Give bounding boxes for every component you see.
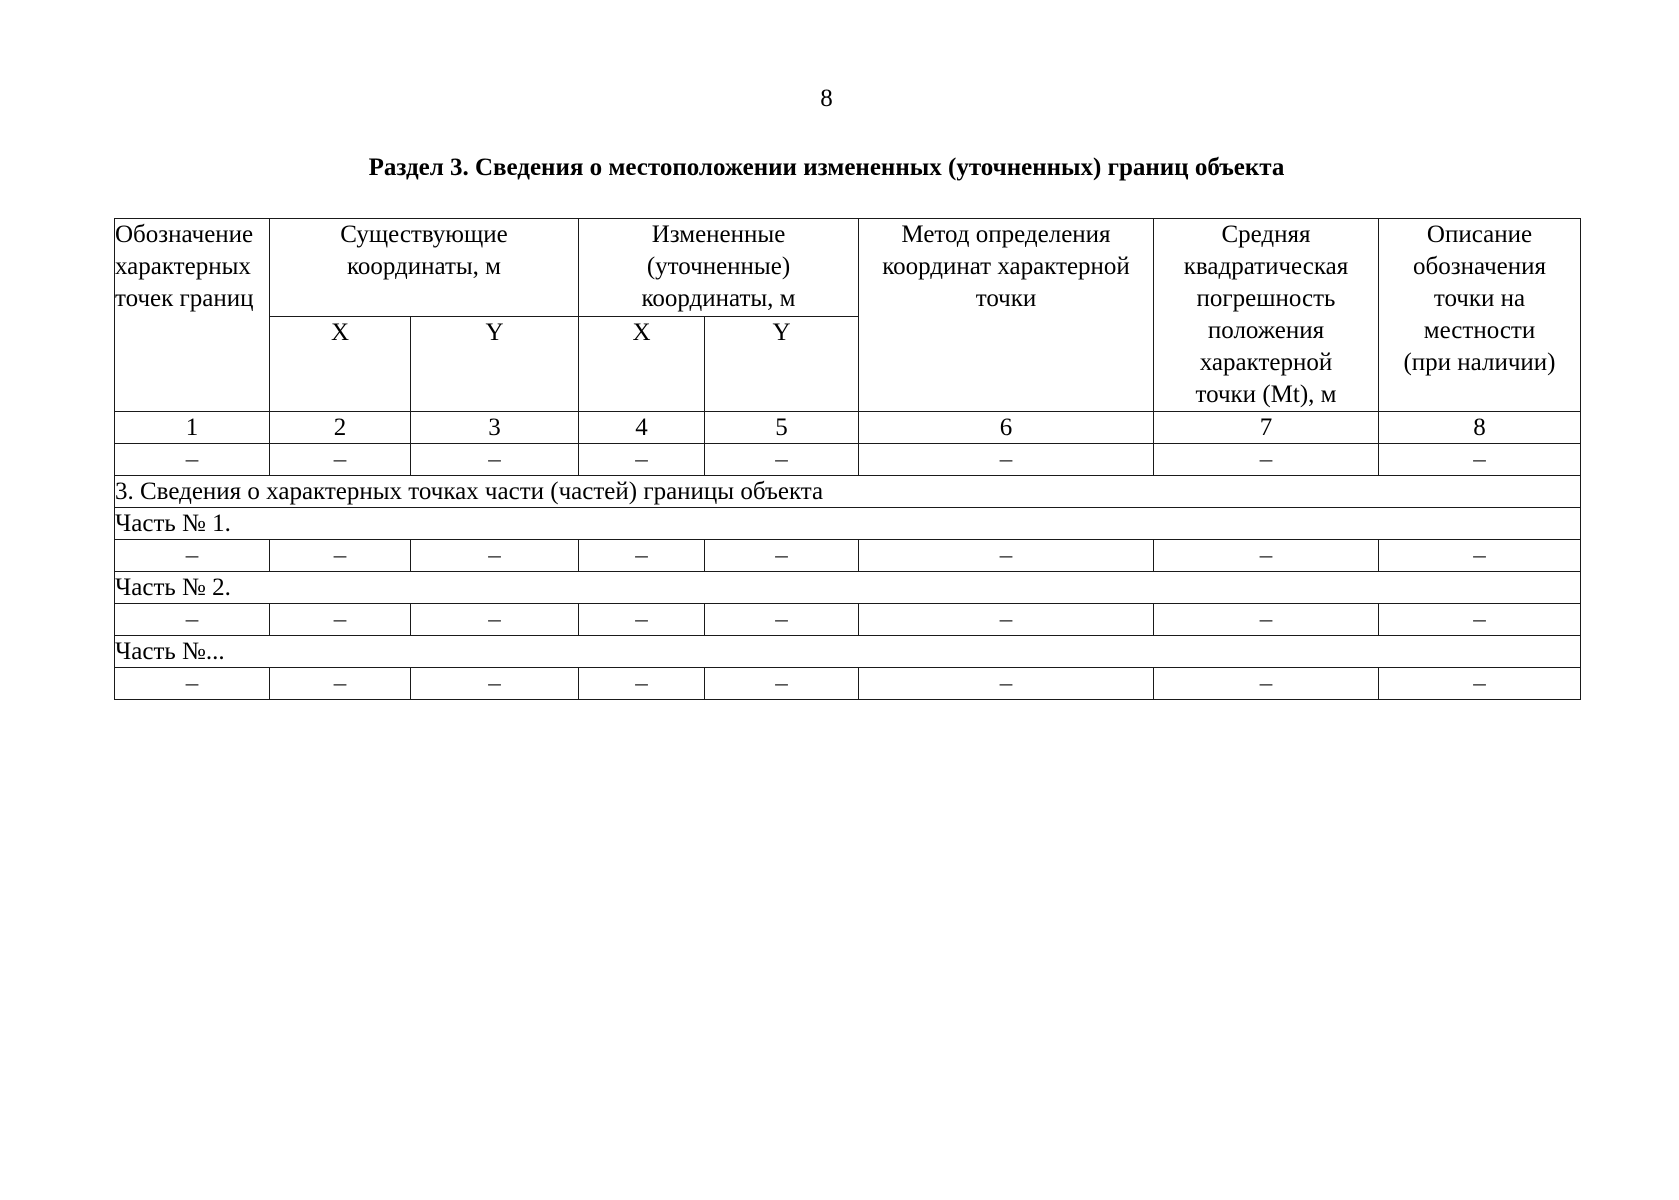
empty-cell: – — [411, 540, 579, 572]
header-line: характерных — [115, 253, 251, 280]
header-existing-y: Y — [411, 316, 579, 412]
header-line: Метод определения — [901, 221, 1111, 248]
empty-cell: – — [705, 668, 859, 700]
table-row — [115, 444, 1581, 476]
empty-cell: – — [115, 604, 270, 636]
header-line: погрешность — [1196, 285, 1336, 312]
empty-cell: – — [115, 668, 270, 700]
section-heading-row — [115, 476, 1581, 508]
column-number-row — [115, 412, 1581, 444]
empty-cell: – — [705, 444, 859, 476]
section-heading: 3. Сведения о характерных точках части (частей) границы объекта — [115, 476, 1581, 508]
header-line: квадратическая — [1183, 253, 1349, 280]
empty-cell: – — [579, 540, 705, 572]
page-number: 8 — [820, 85, 833, 112]
header-changed-x: X — [579, 316, 705, 412]
header-mean-square-error — [1154, 219, 1379, 412]
empty-cell: – — [411, 668, 579, 700]
header-existing-x: X — [270, 316, 411, 412]
column-number: 1 — [115, 412, 270, 444]
header-line: Обозначение — [115, 221, 254, 248]
column-number: 6 — [859, 412, 1154, 444]
column-number: 7 — [1154, 412, 1379, 444]
empty-cell: – — [1379, 604, 1581, 636]
empty-cell: – — [1379, 668, 1581, 700]
empty-cell: – — [1379, 540, 1581, 572]
part-heading: Часть № 2. — [115, 572, 1581, 604]
column-number: 4 — [579, 412, 705, 444]
header-line: Описание — [1426, 221, 1533, 248]
header-line: точек границ — [115, 285, 254, 312]
table-row — [115, 668, 1581, 700]
table-row — [115, 604, 1581, 636]
header-changed-coordinates — [579, 219, 859, 317]
header-line: положения — [1207, 317, 1325, 344]
empty-cell: – — [115, 540, 270, 572]
empty-cell: – — [1154, 540, 1379, 572]
empty-cell: – — [579, 444, 705, 476]
header-point-designation — [115, 219, 270, 412]
empty-cell: – — [270, 444, 411, 476]
empty-cell: – — [1154, 604, 1379, 636]
header-line: Измененные — [651, 221, 786, 248]
table-row — [115, 540, 1581, 572]
part-heading-row — [115, 636, 1581, 668]
empty-cell: – — [705, 604, 859, 636]
empty-cell: – — [115, 444, 270, 476]
empty-cell: – — [579, 668, 705, 700]
empty-cell: – — [411, 604, 579, 636]
empty-cell: – — [1154, 444, 1379, 476]
header-line: (уточненные) — [646, 253, 791, 280]
part-heading: Часть №... — [115, 636, 1581, 668]
header-line: Средняя — [1221, 221, 1311, 248]
header-line: характерной — [1199, 349, 1333, 376]
header-existing-coordinates — [270, 219, 579, 317]
empty-cell: – — [859, 604, 1154, 636]
empty-cell: – — [859, 668, 1154, 700]
empty-cell: – — [859, 540, 1154, 572]
header-line: обозначения — [1413, 253, 1546, 280]
header-line: Существующие — [340, 221, 508, 248]
header-line: местности — [1423, 317, 1536, 344]
header-line: точки — [975, 285, 1037, 312]
part-heading-row — [115, 572, 1581, 604]
empty-cell: – — [270, 604, 411, 636]
column-number: 2 — [270, 412, 411, 444]
column-number: 3 — [411, 412, 579, 444]
part-heading: Часть № 1. — [115, 508, 1581, 540]
header-method — [859, 219, 1154, 412]
section-title: Раздел 3. Сведения о местоположении измененных (уточненных) границ объекта — [368, 154, 1285, 181]
header-line: точки на — [1433, 285, 1526, 312]
empty-cell: – — [1379, 444, 1581, 476]
empty-cell: – — [270, 540, 411, 572]
empty-cell: – — [579, 604, 705, 636]
boundary-points-table — [114, 218, 1581, 700]
header-line: координат характерной — [882, 253, 1130, 280]
header-line: координаты, м — [641, 285, 796, 312]
empty-cell: – — [859, 444, 1154, 476]
empty-cell: – — [1154, 668, 1379, 700]
header-description — [1379, 219, 1581, 412]
header-changed-y: Y — [705, 316, 859, 412]
part-heading-row — [115, 508, 1581, 540]
column-number: 8 — [1379, 412, 1581, 444]
empty-cell: – — [705, 540, 859, 572]
header-line: (при наличии) — [1403, 349, 1556, 376]
empty-cell: – — [411, 444, 579, 476]
empty-cell: – — [270, 668, 411, 700]
column-number: 5 — [705, 412, 859, 444]
header-line: координаты, м — [346, 253, 502, 280]
header-line: точки (Mt), м — [1195, 381, 1337, 408]
